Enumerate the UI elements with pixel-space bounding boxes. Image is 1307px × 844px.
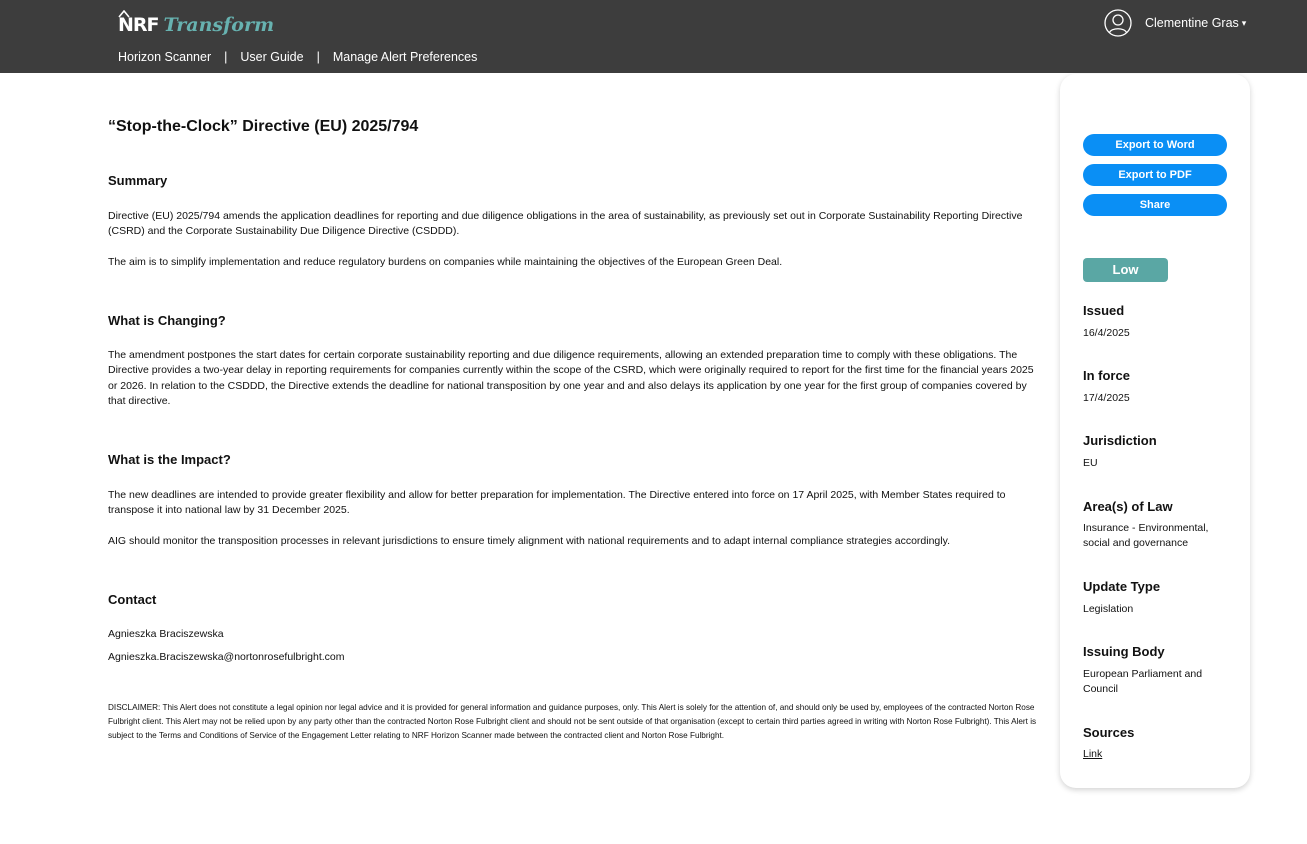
user-circle-icon — [1104, 9, 1132, 37]
nav-manage-alert-preferences[interactable]: Manage Alert Preferences — [332, 50, 478, 64]
nav-user-guide[interactable]: User Guide — [240, 50, 304, 64]
jurisdiction-label: Jurisdiction — [1083, 433, 1157, 448]
changing-heading: What is Changing? — [108, 313, 226, 328]
areas-of-law-label: Area(s) of Law — [1083, 499, 1173, 514]
logo-transform-text: Transform — [163, 14, 275, 36]
alert-details-sidebar — [1060, 74, 1250, 788]
priority-badge: Low — [1083, 258, 1168, 282]
summary-paragraph-1: Directive (EU) 2025/794 amends the application deadlines for reporting and due diligence obligations in the area of sustainability, as previously set out in Corporate Sustainability Reporting Directive (CSRD) and the Corporate Sustainability Due Diligence Directive (CSDDD). — [108, 210, 1023, 238]
nav-separator: | — [224, 50, 228, 64]
impact-paragraph-2: AIG should monitor the transposition processes in relevant jurisdictions to ensure timely alignment with national requirements and to adapt internal compliance strategies accordingly. — [108, 535, 950, 547]
nrf-transform-logo[interactable] — [118, 6, 274, 36]
jurisdiction-value: EU — [1083, 457, 1098, 469]
areas-of-law-value: Insurance - Environmental, social and governance — [1083, 522, 1209, 549]
issuing-body-value: European Parliament and Council — [1083, 668, 1203, 695]
top-header — [0, 0, 1307, 73]
issued-label: Issued — [1083, 303, 1125, 318]
page-title: “Stop-the-Clock” Directive (EU) 2025/794 — [108, 118, 419, 135]
summary-paragraph-2: The aim is to simplify implementation and reduce regulatory burdens on companies while maintaining the objectives of the European Green Deal. — [108, 256, 783, 268]
summary-heading: Summary — [108, 173, 168, 188]
nav-horizon-scanner[interactable]: Horizon Scanner — [118, 50, 212, 64]
sources-link[interactable]: Link — [1083, 748, 1103, 760]
export-to-word-button[interactable]: Export to Word — [1083, 134, 1227, 156]
issuing-body-label: Issuing Body — [1083, 644, 1165, 659]
disclaimer: DISCLAIMER: This Alert does not constitute a legal opinion nor legal advice and it is provided for general information and guidance purposes, only. This Alert is solely for the attention of, and should only be used by, employees of the contracted Norton Rose Fulbright client. This Alert may not be relied upon by any party other than the contracted Norton Rose Fulbright client and should not be sent outside of that organisation (except to certain third parties agreed in writing with Norton Rose Fulbright). This Alert is subject to the Terms and Conditions of Service of the Engagement Letter relating to NRF Horizon Scanner made between the contracted client and Norton Rose Fulbright. — [108, 703, 1037, 740]
impact-heading: What is the Impact? — [108, 452, 231, 467]
contact-heading: Contact — [108, 592, 157, 607]
contact-email: Agnieszka.Braciszewska@nortonrosefulbright.com — [108, 651, 345, 663]
logo-nrf-text — [118, 14, 159, 36]
contact-name: Agnieszka Braciszewska — [108, 628, 224, 640]
impact-paragraph-1: The new deadlines are intended to provide greater flexibility and allow for better preparation for implementation. The Directive entered into force on 17 April 2025, with Member States required to transpose it into national law by 31 December 2025. — [108, 489, 1006, 517]
top-nav — [118, 50, 477, 64]
update-type-label: Update Type — [1083, 579, 1161, 594]
in-force-value: 17/4/2025 — [1083, 392, 1130, 404]
changing-paragraph: The amendment postpones the start dates for certain corporate sustainability reporting and due diligence requirements, allowing an extended preparation time to comply with these obligations. The Directive provides a two-year delay in reporting requirements for companies currently within the scope of the CSRD, which were originally required to report for the first time for the financial years 2025 or 2026. In relation to the CSDDD, the Directive extends the deadline for national transposition by one year and and also delays its application by one year for the first group of companies covered by that directive. — [108, 349, 1034, 407]
in-force-label: In force — [1083, 368, 1130, 383]
logo-nrf-label: NRF — [118, 14, 159, 36]
alert-content — [108, 118, 1038, 740]
issued-value: 16/4/2025 — [1083, 327, 1130, 339]
user-name: Clementine Gras — [1145, 16, 1239, 30]
share-button[interactable]: Share — [1083, 194, 1227, 216]
user-menu[interactable] — [1104, 9, 1246, 37]
sources-label: Sources — [1083, 725, 1135, 740]
update-type-value: Legislation — [1083, 603, 1134, 615]
export-to-pdf-button[interactable]: Export to PDF — [1083, 164, 1227, 186]
logo-roof-icon — [118, 10, 130, 18]
chevron-down-icon: ▾ — [1241, 17, 1247, 28]
nav-separator: | — [316, 50, 320, 64]
